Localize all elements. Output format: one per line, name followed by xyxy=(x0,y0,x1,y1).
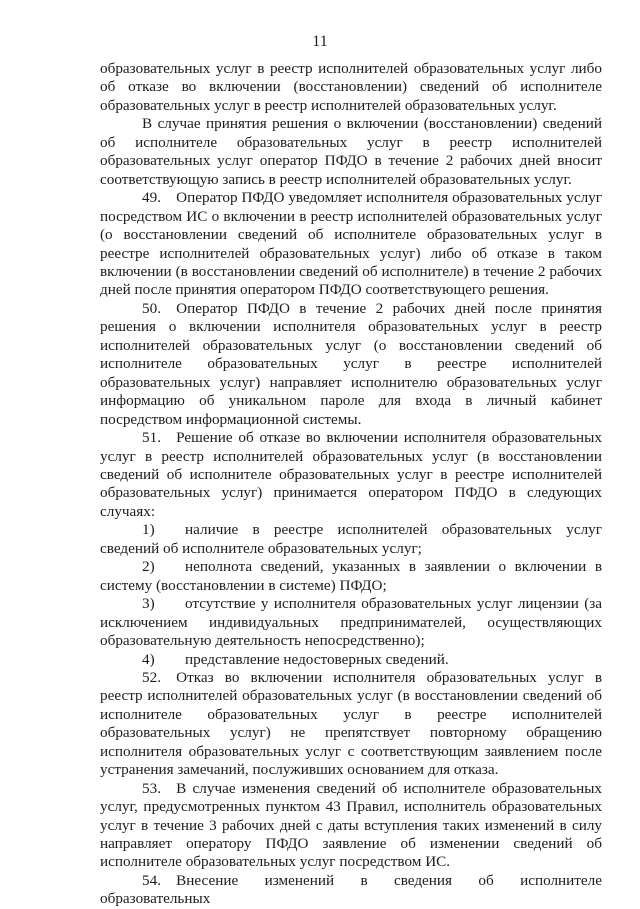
list-item-1: 1) наличие в реестре исполнителей образовательных услуг сведений об исполнителе образовательных услуг; xyxy=(100,521,602,557)
list-item-4: 4) представление недостоверных сведений. xyxy=(142,650,449,668)
paragraph-51: 51. Решение об отказе во включении исполнителя образовательных услуг в реестр исполнителей образовательных услуг (в восстановлении сведений об исполнителе образовательных услуг в реестре исполнителей образовательных услуг) принимается оператором ПФДО в следующих случаях: xyxy=(100,429,602,520)
paragraph-54: 54. Внесение изменений в сведения об исполнителе образовательных xyxy=(100,871,602,908)
page-number: 11 xyxy=(312,33,328,50)
paragraph-52: 52. Отказ во включении исполнителя образовательных услуг в реестр исполнителей образовательных услуг (в восстановлении сведений об исполнителе образовательных услуг в реестре исполнителей образовательных услуг) не препятствует повторному обращению исполнителя образовательных услуг с соответствующим заявлением после устранения замечаний, послуживших основанием для отказа. xyxy=(100,668,602,779)
list-item-3: 3) отсутствие у исполнителя образовательных услуг лицензии (за исключением индивидуальных предпринимателей, осуществляющих образовательную деятельность непосредственно); xyxy=(100,595,602,650)
paragraph-continuation: образовательных услуг в реестр исполнителей образовательных услуг либо об отказе во включении (восстановлении) сведений об исполнителе образовательных услуг в реестр исполнителей образовательных услуг. xyxy=(100,60,602,114)
paragraph-53: 53. В случае изменения сведений об исполнителе образовательных услуг, предусмотренных пунктом 43 Правил, исполнитель образовательных услуг в течение 3 рабочих дней с даты вступления таких изменений в силу направляет оператору ПФДО заявление об изменении сведений об исполнителе образовательных услуг посредством ИС. xyxy=(100,779,602,871)
list-item-2: 2) неполнота сведений, указанных в заявлении о включении в систему (восстановлении в системе) ПФДО; xyxy=(100,558,602,594)
document-body xyxy=(100,60,602,909)
paragraph: В случае принятия решения о включении (восстановлении) сведений об исполнителе образовательных услуг в реестр исполнителей образовательных услуг оператор ПФДО в течение 2 рабочих дней вносит соответствующую запись в реестр исполнителей образовательных услуг. xyxy=(100,115,602,188)
paragraph-49: 49. Оператор ПФДО уведомляет исполнителя образовательных услуг посредством ИС о включении в реестр исполнителей образовательных услуг (о восстановлении сведений об исполнителе образовательных услуг в реестре исполнителей образовательных услуг) либо об отказе в таком включении (в восстановлении сведений об исполнителе) в течение 2 рабочих дней после принятия оператором ПФДО соответствующего решения. xyxy=(100,189,602,299)
paragraph-50: 50. Оператор ПФДО в течение 2 рабочих дней после принятия решения о включении исполнителя образовательных услуг в реестр исполнителей образовательных услуг (о восстановлении сведений об исполнителе образовательных услуг в реестре исполнителей образовательных услуг) направляет исполнителю образовательных услуг информацию об уникальном пароле для входа в личный кабинет посредством информационной системы. xyxy=(100,299,602,428)
